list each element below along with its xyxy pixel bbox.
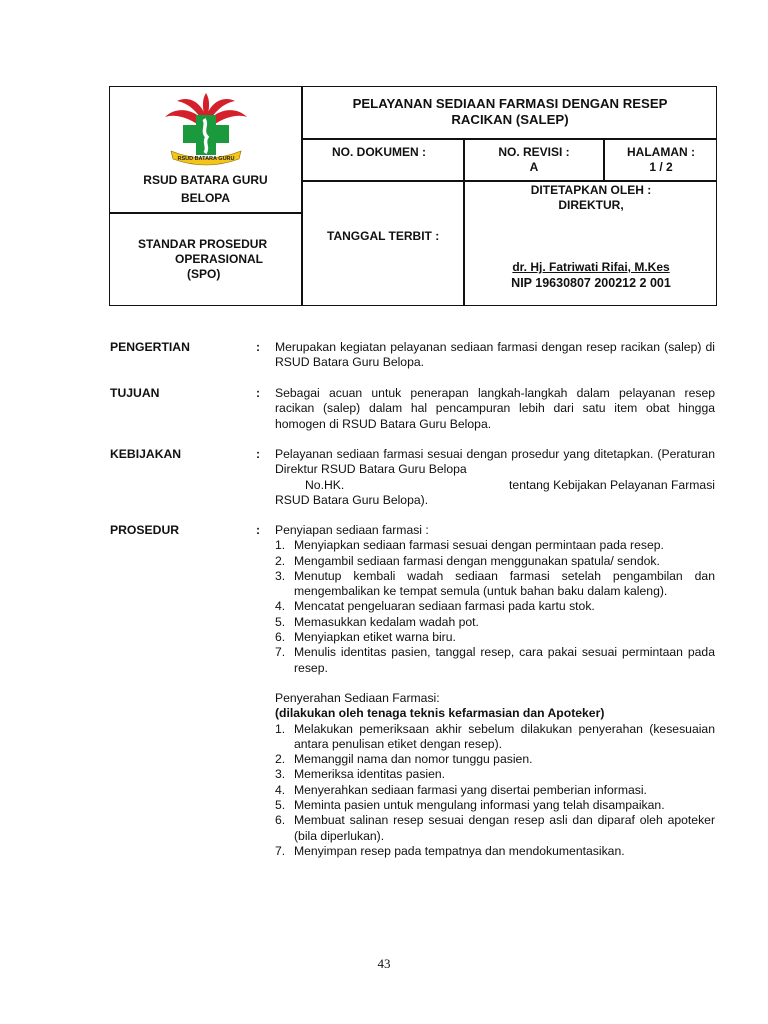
policy-line1: Pelayanan sediaan farmasi sesuai dengan prosedur yang ditetapkan. (Peraturan Direktur RSUD Batara Guru Belopa: [275, 447, 715, 477]
spo-line2: OPERASIONAL: [175, 252, 264, 266]
header-table: [109, 86, 717, 306]
page-number: 43: [377, 956, 391, 971]
list-item-number: 5.: [275, 614, 286, 629]
policy-line3: RSUD Batara Guru Belopa).: [275, 492, 429, 507]
list-item: [275, 767, 715, 782]
list-item: [275, 554, 715, 569]
spo-line3: (SPO): [187, 267, 221, 281]
list-item-number: 1.: [275, 721, 286, 736]
procedure-body: [275, 523, 715, 859]
spo-line1: STANDAR PROSEDUR: [138, 237, 268, 251]
list-item: [275, 538, 715, 553]
list-item-text: Mencatat pengeluaran sediaan farmasi pada kartu stok.: [294, 599, 595, 614]
list-item: [275, 645, 715, 676]
list-item-number: 3.: [275, 767, 286, 782]
director-nip: NIP 19630807 200212 2 001: [511, 276, 671, 290]
list-item-number: 7.: [275, 645, 286, 660]
approval-cell: [465, 183, 717, 213]
list-item: [275, 615, 715, 630]
revision-value: A: [529, 160, 539, 174]
handover-note: (dilakukan oleh tenaga teknis kefarmasian dan Apoteker): [275, 706, 605, 721]
director-title: DIREKTUR,: [558, 198, 624, 212]
list-item-text: Menutup kembali wadah sediaan farmasi setelah pengambilan dan mengembalikan ke tempat semula (untuk bahan baku dalam kaleng).: [294, 568, 715, 599]
list-item-number: 4.: [275, 599, 286, 614]
section-label: PROSEDUR: [110, 523, 180, 537]
list-item: [275, 844, 715, 859]
section-label: KEBIJAKAN: [110, 447, 182, 461]
list-item-number: 2.: [275, 553, 286, 568]
list-item: [275, 599, 715, 614]
section-label: PENGERTIAN: [110, 340, 190, 354]
director-name: dr. Hj. Fatriwati Rifai, M.Kes: [512, 260, 670, 274]
section-text: Merupakan kegiatan pelayanan sediaan farmasi dengan resep racikan (salep) di RSUD Batara Guru Belopa.: [275, 340, 715, 370]
list-item-text: Membuat salinan resep sesuai dengan resep asli dan diparaf oleh apoteker (bila diperlukan).: [294, 813, 715, 843]
org-name-line2: BELOPA: [180, 191, 231, 205]
list-item-number: 1.: [275, 538, 286, 553]
handover-steps: [275, 722, 715, 860]
list-item-text: Menyiapkan sediaan farmasi sesuai dengan permintaan pada resep.: [294, 538, 664, 553]
list-item: [275, 752, 715, 767]
list-item-number: 6.: [275, 630, 286, 645]
policy-subject: tentang Kebijakan Pelayanan Farmasi: [509, 477, 715, 492]
list-item-number: 4.: [275, 782, 286, 797]
section-colon: :: [256, 447, 261, 461]
list-item-text: Memanggil nama dan nomor tunggu pasien.: [294, 752, 533, 767]
section-colon: :: [256, 340, 261, 354]
title-line1: PELAYANAN SEDIAAN FARMASI DENGAN RESEP: [352, 96, 668, 111]
list-item-text: Melakukan pemeriksaan akhir sebelum dilakukan penyerahan (kesesuaian antara penulisan etiket dengan resep).: [294, 721, 715, 751]
list-item-number: 6.: [275, 813, 286, 828]
page-value: 1 / 2: [649, 160, 673, 174]
list-item: [275, 722, 715, 753]
list-item-number: 2.: [275, 752, 286, 767]
org-name: [110, 171, 301, 207]
section-colon: :: [256, 386, 261, 400]
page-cell: [605, 145, 717, 175]
section-text: [275, 447, 715, 508]
procedure-intro-preparation: Penyiapan sediaan farmasi :: [275, 523, 429, 537]
list-item-text: Menyiapkan etiket warna biru.: [294, 630, 456, 645]
title-line2: RACIKAN (SALEP): [451, 112, 569, 127]
list-item: [275, 630, 715, 645]
policy-number: No.HK.: [305, 477, 345, 492]
hospital-logo: [163, 91, 249, 167]
preparation-steps: [275, 538, 715, 676]
procedure-intro-handover: Penyerahan Sediaan Farmasi:: [275, 690, 440, 705]
revision-label: NO. REVISI :: [498, 145, 570, 159]
org-name-line1: RSUD BATARA GURU: [143, 173, 268, 187]
list-item: [275, 798, 715, 813]
logo-banner-text: RSUD BATARA GURU: [177, 156, 235, 162]
doc-number-label: NO. DOKUMEN :: [332, 145, 426, 159]
list-item-text: Menulis identitas pasien, tanggal resep, cara pakai sesuai permintaan pada resep.: [294, 645, 715, 675]
list-item-number: 7.: [275, 843, 286, 858]
spo-label: [138, 237, 301, 282]
page-label: HALAMAN :: [627, 145, 695, 159]
list-item-number: 5.: [275, 798, 286, 813]
approved-by-label: DITETAPKAN OLEH :: [530, 183, 652, 197]
policy-line2: [275, 478, 715, 493]
list-item-text: Menyerahkan sediaan farmasi yang disertai pemberian informasi.: [294, 782, 647, 797]
list-item: [275, 569, 715, 600]
document-title: [303, 96, 717, 128]
list-item: [275, 813, 715, 844]
list-item-text: Meminta pasien untuk mengulang informasi yang telah disampaikan.: [294, 798, 665, 813]
revision-cell: [465, 145, 603, 175]
list-item-number: 3.: [275, 568, 286, 583]
list-item: [275, 783, 715, 798]
director-signature: [465, 259, 717, 291]
list-item-text: Menyimpan resep pada tempatnya dan mendokumentasikan.: [294, 843, 625, 858]
list-item-text: Mengambil sediaan farmasi dengan menggunakan spatula/ sendok.: [294, 553, 660, 568]
issue-date-label: TANGGAL TERBIT :: [327, 229, 440, 243]
list-item-text: Memasukkan kedalam wadah pot.: [294, 614, 479, 629]
section-label: TUJUAN: [110, 386, 160, 400]
list-item-text: Memeriksa identitas pasien.: [294, 767, 446, 782]
section-text: Sebagai acuan untuk penerapan langkah-langkah dalam pelayanan resep racikan (salep) dalam hal pencampuran lebih dari satu item obat hingga homogen di RSUD Batara Guru Belopa.: [275, 386, 715, 431]
section-colon: :: [256, 523, 261, 537]
